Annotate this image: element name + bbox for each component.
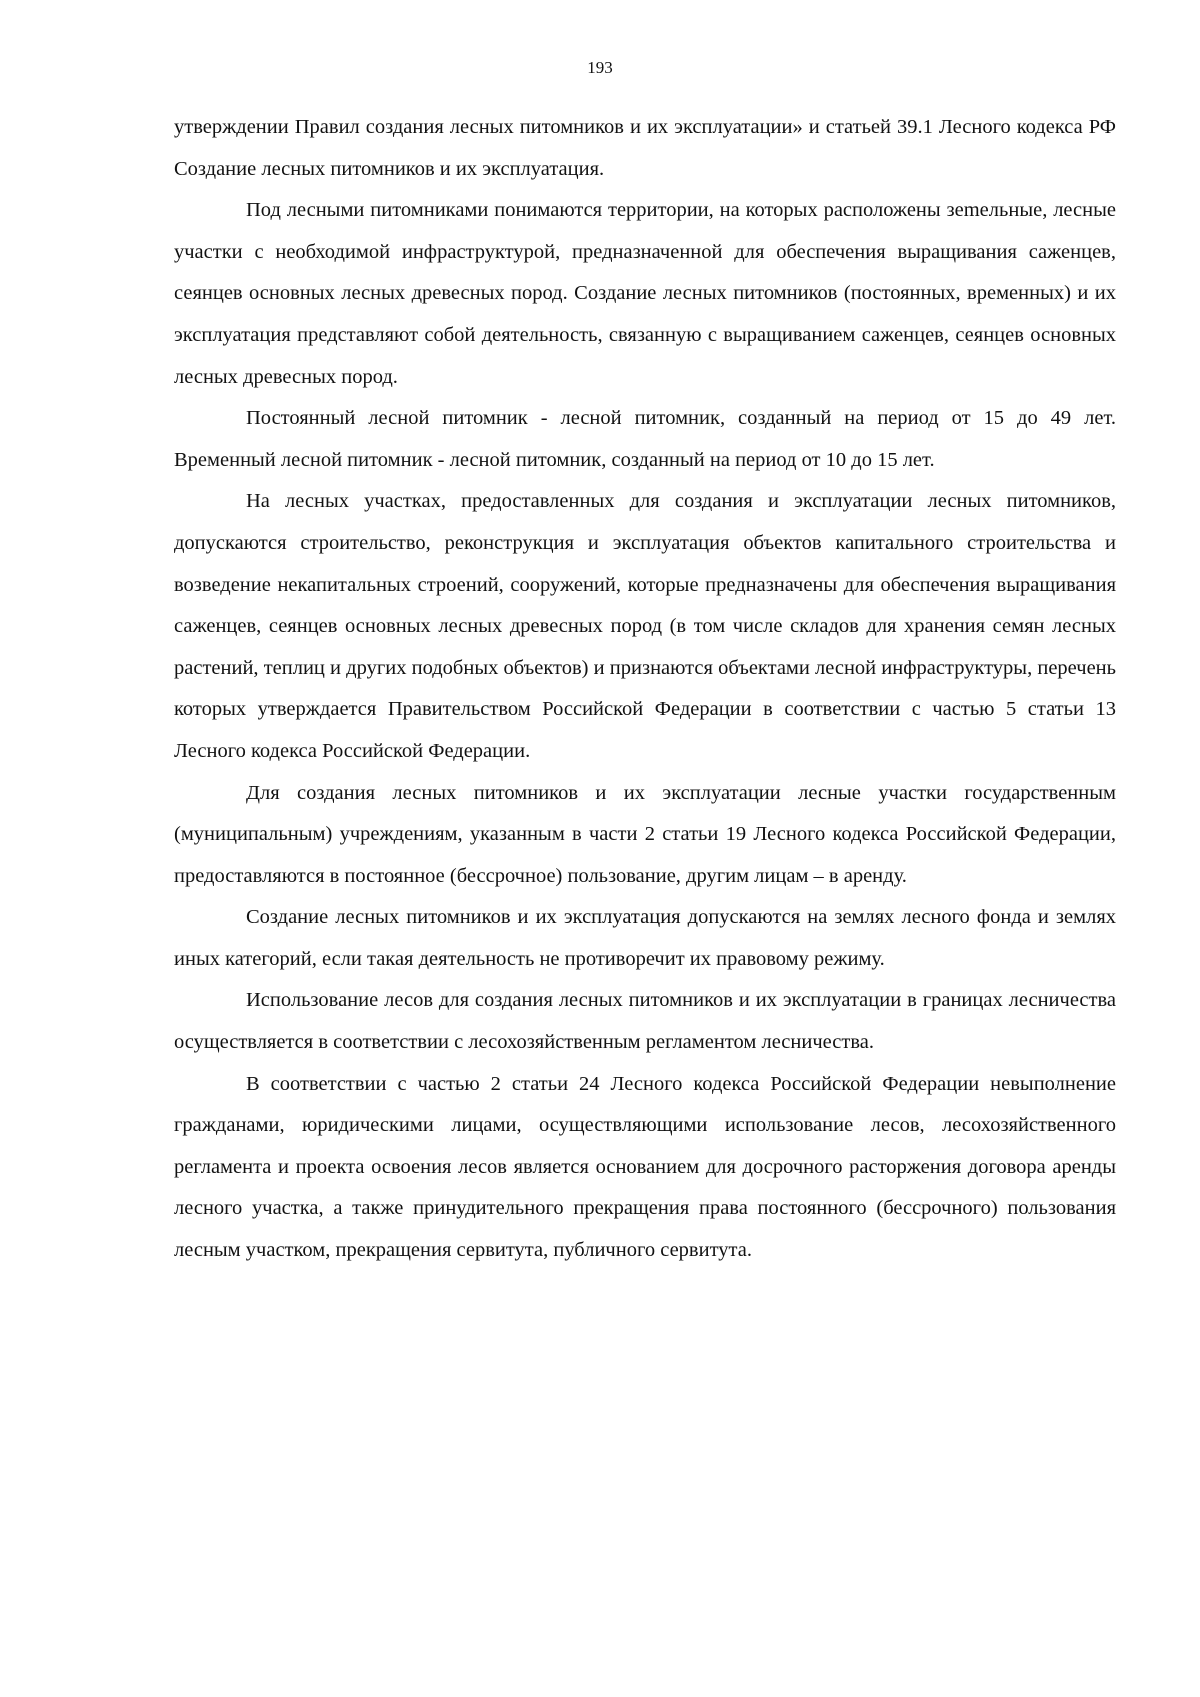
paragraph-6: Создание лесных питомников и их эксплуатация допускаются на землях лесного фонда и землях иных категорий, если такая деятельность не противоречит их правовому режиму. [174,906,1116,970]
paragraph-4: На лесных участках, предоставленных для создания и эксплуатации лесных питомников, допускаются строительство, реконструкция и эксплуатация объектов капитального строительства и возведение некапитальных строений, сооружений, которые предназначены для обеспечения выращивания саженцев, сеянцев основных лесных древесных пород (в том числе складов для хранения семян лесных растений, теплиц и других подобных объектов) и признаются объектами лесной инфраструктуры, перечень которых утверждается Правительством Российской Федерации в соответствии с частью 5 статьи 13 Лесного кодекса Российской Федерации. [174,490,1116,762]
page-number: 193 [587,58,613,77]
paragraph-2: Под лесными питомниками понимаются территории, на которых расположены зеmельные, лесные участки с необходимой инфраструктурой, предназначенной для обеспечения выращивания саженцев, сеянцев основных лесных древесных пород. Создание лесных питомников (постоянных, временных) и их эксплуатация представляют собой деятельность, связанную с выращиванием саженцев, сеянцев основных лесных древесных пород. [174,199,1116,388]
paragraph-5: Для создания лесных питомников и их эксплуатации лесные участки государственным (муниципальным) учреждениям, указанным в части 2 статьи 19 Лесного кодекса Российской Федерации, предоставляются в постоянное (бессрочное) пользование, другим лицам – в аренду. [174,781,1116,887]
paragraph-7: Использование лесов для создания лесных питомников и их эксплуатации в границах лесничества осуществляется в соответствии с лесохозяйственным регламентом лесничества. [174,989,1116,1054]
paragraph-8: В соответствии с частью 2 статьи 24 Лесного кодекса Российской Федерации невыполнение гражданами, юридическими лицами, осуществляющими использование лесов, лесохозяйственного регламента и проекта освоения лесов является основанием для досрочного расторжения договора аренды лесного участка, а также принудительного прекращения права постоянного (бессрочного) пользования лесным участком, прекращения сервитута, публичного сервитута. [174,1072,1116,1262]
paragraph-3: Постоянный лесной питомник - лесной питомник, созданный на период от 15 до 49 лет. Временный лесной питомник - лесной питомник, созданный на период от 10 до 15 лет. [174,407,1116,471]
document-body [174,107,1116,1272]
paragraph-1: утверждении Правил создания лесных питомников и их эксплуатации» и статьей 39.1 Лесного кодекса РФ Создание лесных питомников и их эксплуатация. [174,116,1116,180]
